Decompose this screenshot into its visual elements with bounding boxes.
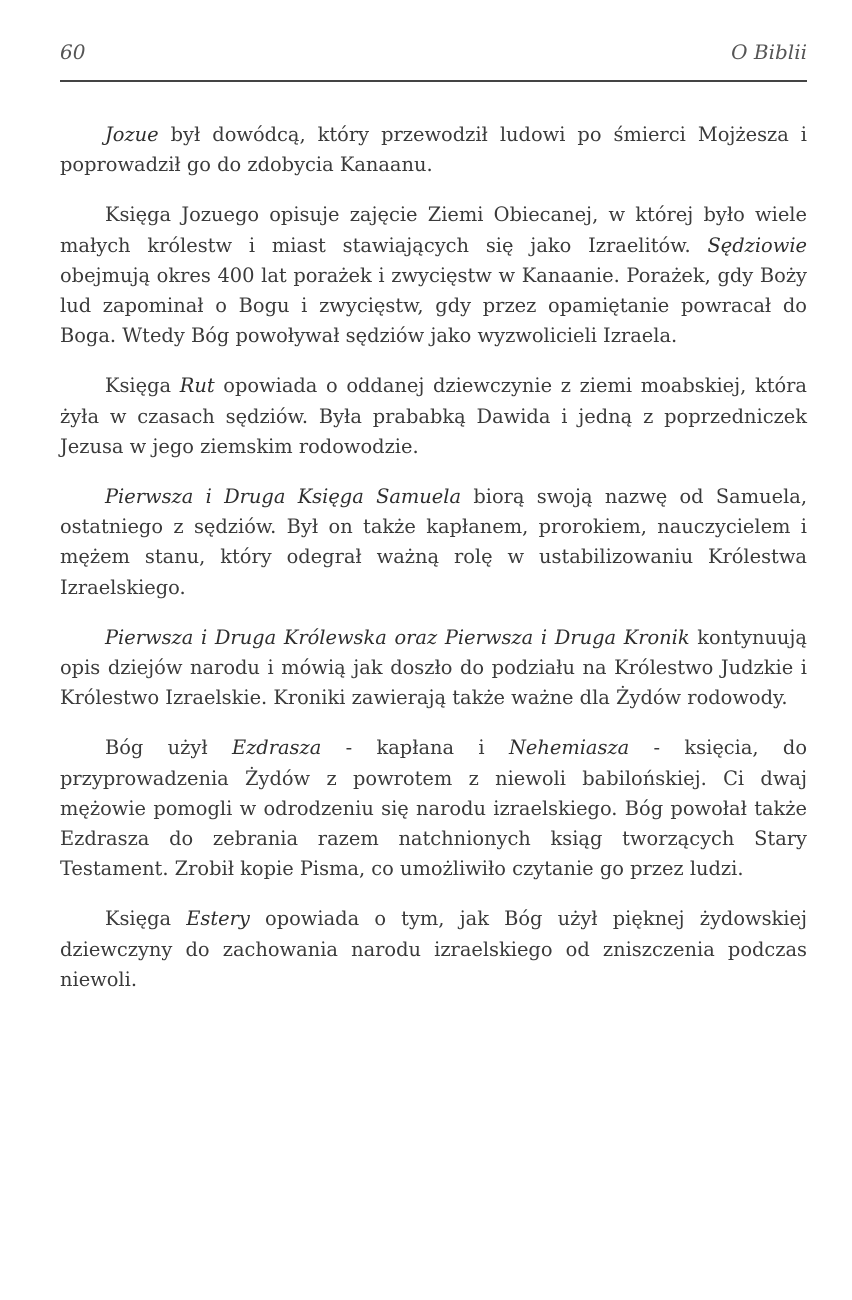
paragraph-text: Księga Jozuego opisuje zajęcie Ziemi Obiecanej, w której było wiele małych królestw i miast stawiających się jako Izraelitów. bbox=[60, 203, 807, 257]
paragraph bbox=[60, 482, 807, 603]
italic-book-title: Jozue bbox=[105, 123, 159, 146]
paragraph-text: opowiada o tym, jak Bóg użył pięknej żydowskiej dziewczyny do zachowania narodu izraelskiego od zniszczenia podczas niewoli. bbox=[60, 907, 807, 991]
paragraph-text: Bóg użył bbox=[105, 736, 232, 760]
italic-book-title: Pierwsza i Druga Księga Samuela bbox=[105, 485, 462, 509]
italic-book-title: Rut bbox=[179, 374, 215, 398]
paragraph-text: Księga bbox=[105, 907, 187, 931]
paragraph bbox=[60, 371, 807, 462]
italic-book-title: Estery bbox=[186, 907, 250, 931]
italic-book-title: Ezdrasza bbox=[231, 736, 322, 760]
page-number: 60 bbox=[60, 40, 86, 64]
paragraph-text: Księga bbox=[105, 374, 180, 398]
paragraph-text: był dowódcą, który przewodził ludowi po śmierci Mojżesza i poprowadził go do zdobycia Kanaanu. bbox=[60, 123, 807, 177]
paragraph-text: kontynuują opis dziejów narodu i mówią jak doszło do podziału na Królestwo Judzkie i Królestwo Izraelskie. Kroniki zawierają także ważne dla Żydów rodowody. bbox=[60, 625, 807, 710]
paragraph-text: biorą swoją nazwę od Samuela, ostatniego z sędziów. Był on także kapłanem, prorokiem, nauczycielem i mężem stanu, który odegrał ważną rolę w ustabilizowaniu Królestwa Izraelskiego. bbox=[60, 485, 808, 599]
paragraph bbox=[60, 120, 807, 180]
italic-book-title: Sędziowie bbox=[707, 233, 807, 257]
paragraph-text: - księcia, do przyprowadzenia Żydów z powrotem z niewoli babilońskiej. Ci dwaj mężowie pomogli w odrodzeniu się narodu izraelskiego. Bóg powołał także Ezdrasza do zebrania razem natchnionych ksiąg tworzących Stary Testament. Zrobił kopie Pisma, co umożliwiło czytanie go przez ludzi. bbox=[60, 736, 807, 881]
paragraph bbox=[60, 733, 807, 884]
italic-book-title: Nehemiasza bbox=[508, 736, 630, 760]
header-rule bbox=[60, 80, 807, 82]
paragraph bbox=[60, 623, 807, 714]
paragraph-text: opowiada o oddanej dziewczynie z ziemi moabskiej, która żyła w czasach sędziów. Była prababką Dawida i jedną z poprzedniczek Jezusa w jego ziemskim rodowodzie. bbox=[60, 374, 807, 458]
paragraph-text: - kapłana i bbox=[321, 736, 509, 760]
paragraph-text: obejmują okres 400 lat porażek i zwycięstw w Kanaanie. Porażek, gdy Boży lud zapominał o Bogu i zwycięstw, gdy przez opamiętanie powracał do Boga. Wtedy Bóg powoływał sędziów jako wyzwolicieli Izraela. bbox=[60, 263, 807, 348]
running-header bbox=[60, 40, 807, 70]
paragraph bbox=[60, 904, 807, 995]
running-title: O Biblii bbox=[731, 40, 807, 64]
paragraph bbox=[60, 200, 807, 351]
body-text bbox=[60, 120, 807, 1015]
italic-book-title: Pierwsza i Druga Królewska oraz Pierwsza i Druga Kronik bbox=[105, 625, 690, 649]
